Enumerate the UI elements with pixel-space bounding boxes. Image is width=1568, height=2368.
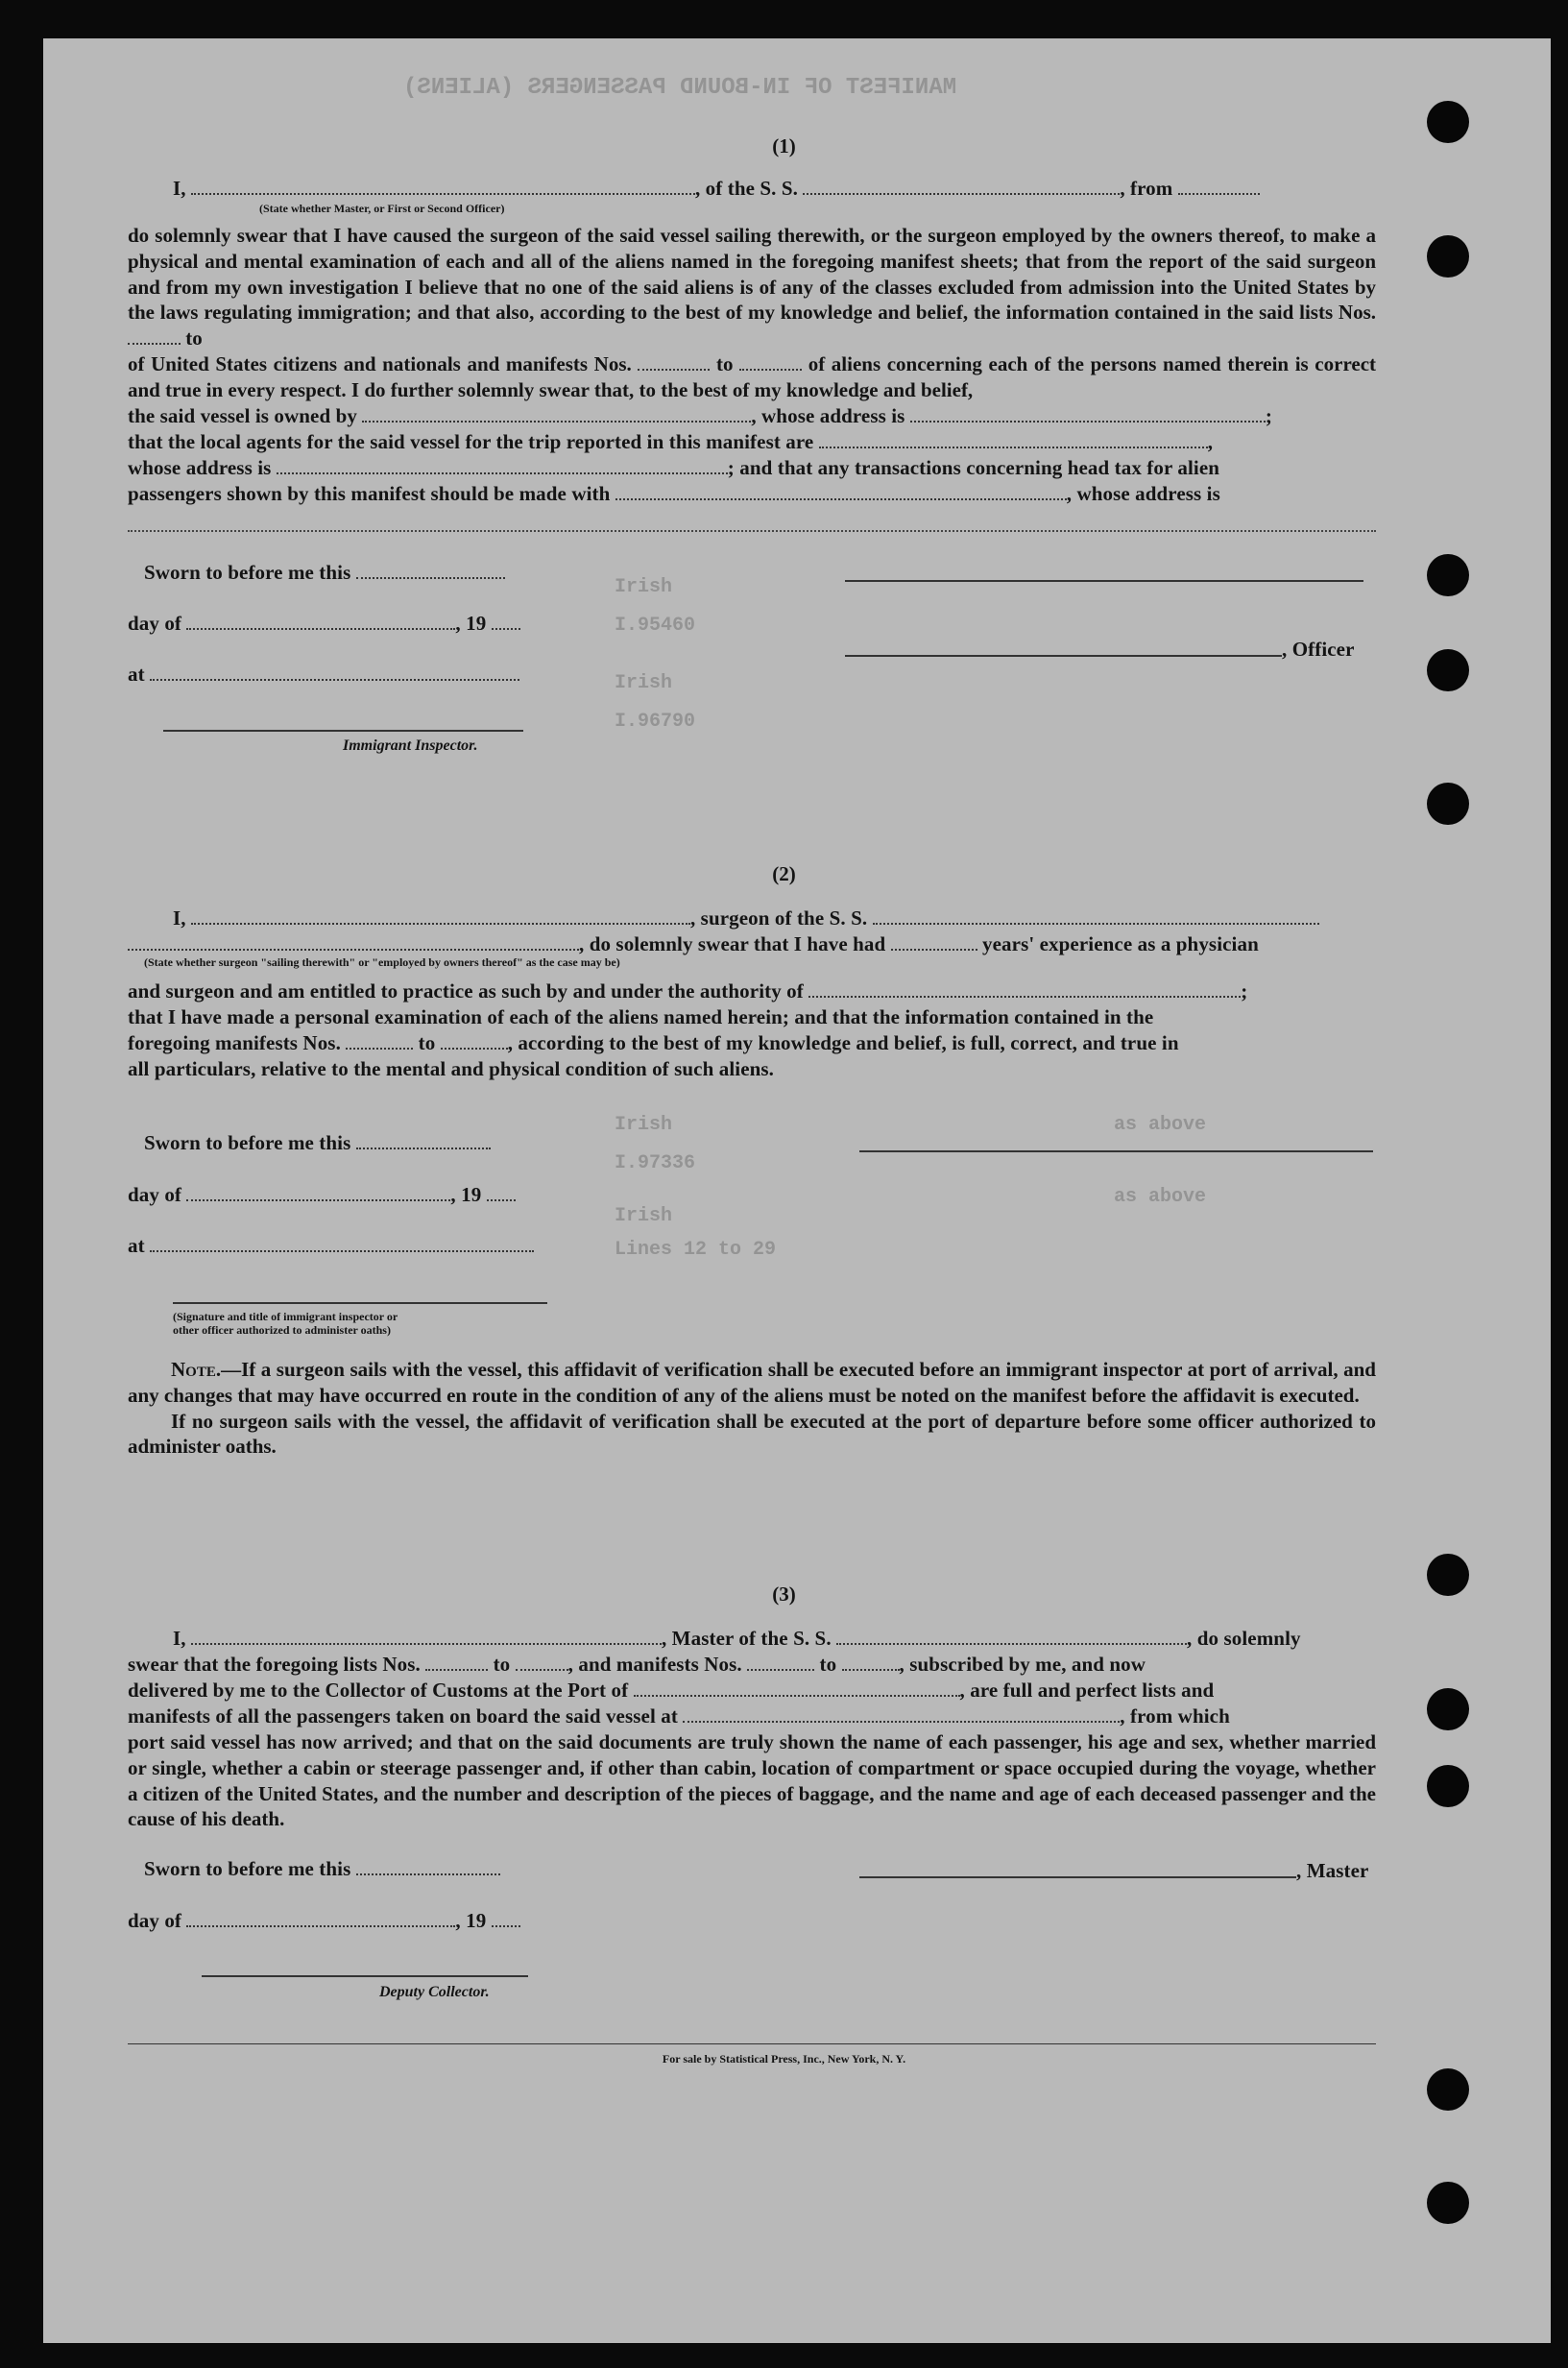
owner-address-field[interactable] xyxy=(910,407,1266,423)
label-owned-by: the said vessel is owned by xyxy=(128,404,357,427)
note-paragraph xyxy=(128,1357,1376,1409)
sworn-day-field[interactable] xyxy=(356,1134,491,1149)
label-whose-address: whose address is xyxy=(128,456,272,479)
bleed-through-text: Irish xyxy=(615,672,673,694)
section-1-paragraph xyxy=(128,223,1376,351)
sworn-line-3 xyxy=(144,1857,500,1881)
label-i: I, xyxy=(173,906,186,930)
label-sworn: Sworn to before me this xyxy=(144,561,351,584)
label-day-of: day of xyxy=(128,1183,182,1206)
label-sworn: Sworn to before me this xyxy=(144,1857,351,1880)
label-master-of: , Master of the S. S. xyxy=(661,1627,832,1650)
label-to: to xyxy=(819,1653,837,1676)
label-of-ss: , of the S. S. xyxy=(694,177,798,200)
bleed-through-text: Irish xyxy=(615,576,673,598)
section-3-paragraph: port said vessel has now arrived; and that on the said documents are truly shown the name of each passenger, his age and sex, whether married or single, whether a cabin or steerage passenger and, if other than cabin, location of compartment or space occupied during the voyage, whether a citizen of the United States, and the number and description of the pieces of baggage, and the name and age of each deceased passenger and the cause of his death. xyxy=(128,1730,1376,1831)
label-swear: , do solemnly swear that I have had xyxy=(579,932,886,955)
departure-port-field[interactable] xyxy=(683,1707,1120,1723)
master-name-field[interactable] xyxy=(191,1630,662,1645)
officer-label: , Officer xyxy=(1282,638,1355,661)
punch-hole xyxy=(1427,1765,1469,1807)
signature-note: other officer authorized to administer oaths) xyxy=(173,1323,391,1337)
note-text: If no surgeon sails with the vessel, the affidavit of verification shall be executed at the port of departure before some officer authorized to administer oaths. xyxy=(128,1409,1376,1459)
label-subscribed: , subscribed by me, and now xyxy=(899,1653,1146,1676)
manifests-to-field[interactable] xyxy=(842,1655,900,1671)
note-paragraph xyxy=(128,1409,1376,1461)
master-vessel-field[interactable] xyxy=(836,1630,1187,1645)
day-of-line-2 xyxy=(128,1183,516,1207)
at-place-field[interactable] xyxy=(150,665,519,681)
label-surgeon-of: , surgeon of the S. S. xyxy=(689,906,868,930)
note-text: —If a surgeon sails with the vessel, this affidavit of verification shall be executed before an immigrant inspector at port of arrival, and any changes that may have occurred en route in the condition of any of the aliens must be noted on the manifest before the affidavit is executed. xyxy=(128,1358,1376,1407)
at-line-2 xyxy=(128,1234,534,1258)
surgeon-name-field[interactable] xyxy=(191,909,690,925)
bleed-through-text: I.96790 xyxy=(615,711,696,733)
year-field[interactable] xyxy=(492,615,520,630)
day-of-field[interactable] xyxy=(186,615,455,630)
punct: ; xyxy=(1265,404,1272,427)
label-delivered: delivered by me to the Collector of Customs at the Port of xyxy=(128,1679,629,1702)
label-to: to xyxy=(185,326,203,350)
owner-field[interactable] xyxy=(362,407,751,423)
bleed-through-text: Irish xyxy=(615,1205,673,1227)
footer-imprint: For sale by Statistical Press, Inc., New York, N. Y. xyxy=(662,2052,906,2066)
label-head-tax: ; and that any transactions concerning head tax for alien xyxy=(727,456,1220,479)
footer-rule xyxy=(128,2043,1376,2044)
foregoing-line xyxy=(128,1031,1179,1055)
surgeon-note: (State whether surgeon "sailing therewith" or "employed by owners thereof" as the case may be) xyxy=(144,955,620,969)
label-whose-address: , whose address is xyxy=(751,404,905,427)
delivered-line xyxy=(128,1679,1214,1703)
foregoing-to-field[interactable] xyxy=(441,1034,508,1050)
section-3-first-line xyxy=(173,1627,1301,1651)
sworn-line-1 xyxy=(144,561,505,585)
examination-line: that I have made a personal examination of each of the aliens named herein; and that the information contained in the xyxy=(128,1005,1154,1028)
sworn-line-2 xyxy=(144,1131,491,1155)
note-block xyxy=(128,1357,1376,1460)
surgeon-signature-line[interactable] xyxy=(859,1150,1373,1152)
manifests-all-line xyxy=(128,1704,1230,1728)
bleed-through-text: as above xyxy=(1114,1186,1207,1208)
master-note: (State whether Master, or First or Second Officer) xyxy=(259,202,505,215)
label-day-of: day of xyxy=(128,1909,182,1932)
lists-from-field[interactable] xyxy=(128,329,181,345)
label-year: , 19 xyxy=(450,1183,482,1206)
label-i: I, xyxy=(173,1627,186,1650)
label-years: years' experience as a physician xyxy=(982,932,1259,955)
label-year: , 19 xyxy=(455,1909,487,1932)
officer-name-field[interactable] xyxy=(191,180,695,195)
deputy-collector-label: Deputy Collector. xyxy=(379,1984,490,2000)
day-of-line-3 xyxy=(128,1909,520,1933)
section-2-second-line xyxy=(128,932,1259,956)
section-3-number: (3) xyxy=(772,1583,796,1606)
section-1-text: of aliens concerning each of the persons named therein is correct and true in every respect. I do further solemnly swear that, to the best of my knowledge and belief, xyxy=(128,351,1377,401)
from-port-field[interactable] xyxy=(1178,180,1260,195)
authority-field[interactable] xyxy=(808,982,1241,998)
label-manifests-all: manifests of all the passengers taken on board the said vessel at xyxy=(128,1704,678,1728)
inspector-signature-line[interactable] xyxy=(173,1302,547,1304)
label-whose-address: , whose address is xyxy=(1066,482,1220,505)
sworn-day-field[interactable] xyxy=(356,1860,500,1875)
label-do-solemnly: , do solemnly xyxy=(1187,1627,1301,1650)
bleed-through-text: Lines 12 to 29 xyxy=(615,1239,777,1261)
surgeon-vessel-field[interactable] xyxy=(873,909,1319,925)
section-2-number: (2) xyxy=(772,862,796,885)
bleed-through-text: Irish xyxy=(615,1114,673,1136)
sworn-day-field[interactable] xyxy=(356,564,505,579)
passengers-line xyxy=(128,482,1220,506)
vessel-name-field[interactable] xyxy=(803,180,1120,195)
local-agents-field[interactable] xyxy=(819,433,1208,448)
label-and-manifests: , and manifests Nos. xyxy=(567,1653,742,1676)
manifests-from-field[interactable] xyxy=(638,355,710,371)
section-1-text: of United States citizens and nationals and manifests Nos. xyxy=(128,351,632,375)
punch-hole xyxy=(1427,649,1469,691)
lists-to-field[interactable] xyxy=(516,1655,568,1671)
label-i: I, xyxy=(173,177,186,200)
label-authority: and surgeon and am entitled to practice as such by and under the authority of xyxy=(128,979,804,1003)
section-3-body xyxy=(128,1729,1376,1832)
manifests-to-field[interactable] xyxy=(739,355,802,371)
label-to: to xyxy=(715,351,734,375)
punch-hole xyxy=(1427,1688,1469,1730)
local-agents-line xyxy=(128,430,1213,454)
master-label: , Master xyxy=(1296,1859,1369,1882)
punch-hole xyxy=(1427,783,1469,825)
at-line-1 xyxy=(128,663,519,687)
label-full-perfect: , are full and perfect lists and xyxy=(959,1679,1215,1702)
punct: , xyxy=(1207,430,1214,453)
agent-address-line xyxy=(128,456,1219,480)
punch-hole xyxy=(1427,2182,1469,2224)
authority-line xyxy=(128,979,1247,1003)
label-from-which: , from which xyxy=(1120,1704,1230,1728)
punct: ; xyxy=(1241,979,1248,1003)
years-field[interactable] xyxy=(891,935,977,951)
manifests-from-field[interactable] xyxy=(747,1655,814,1671)
surgeon-status-field[interactable] xyxy=(128,935,579,951)
signature-note: (Signature and title of immigrant inspector or xyxy=(173,1310,398,1323)
label-day-of: day of xyxy=(128,612,182,635)
label-foregoing: foregoing manifests Nos. xyxy=(128,1031,341,1054)
lists-from-field[interactable] xyxy=(425,1655,488,1671)
label-to: to xyxy=(493,1653,511,1676)
foregoing-from-field[interactable] xyxy=(346,1034,413,1050)
inspector-label: Immigrant Inspector. xyxy=(343,737,478,754)
year-field[interactable] xyxy=(487,1186,516,1201)
section-1-body xyxy=(128,223,1376,403)
officer-signature-line[interactable] xyxy=(845,655,1282,657)
label-year: , 19 xyxy=(455,612,487,635)
deputy-signature-line[interactable] xyxy=(202,1975,528,1977)
label-passengers: passengers shown by this manifest should be made with xyxy=(128,482,611,505)
bleed-through-text: as above xyxy=(1114,1114,1207,1136)
label-at: at xyxy=(128,663,145,686)
label-local-agents: that the local agents for the said vessel for the trip reported in this manifest are xyxy=(128,430,814,453)
master-signature-line[interactable] xyxy=(859,1876,1296,1878)
at-place-field[interactable] xyxy=(150,1237,534,1252)
bleed-through-text: I.97336 xyxy=(615,1152,696,1174)
section-1-number: (1) xyxy=(772,134,796,157)
note-label: Note. xyxy=(171,1358,222,1381)
label-to: to xyxy=(418,1031,436,1054)
punch-hole xyxy=(1427,2068,1469,2111)
punch-hole xyxy=(1427,235,1469,278)
signature-line[interactable] xyxy=(845,580,1363,582)
label-from: , from xyxy=(1120,177,1173,200)
section-1-paragraph xyxy=(128,351,1376,403)
bleed-through-header: MANIFEST OF IN-BOUND PASSENGERS (ALIENS) xyxy=(403,75,957,101)
port-field[interactable] xyxy=(634,1681,960,1697)
punch-hole xyxy=(1427,554,1469,596)
head-tax-agent-field[interactable] xyxy=(615,485,1067,500)
address-line[interactable] xyxy=(128,530,1376,532)
label-swear-lists: swear that the foregoing lists Nos. xyxy=(128,1653,421,1676)
day-of-field[interactable] xyxy=(186,1912,455,1927)
section-2-first-line xyxy=(173,906,1319,930)
particulars-line: all particulars, relative to the mental and physical condition of such aliens. xyxy=(128,1057,775,1080)
lists-line xyxy=(128,1653,1146,1677)
section-1-first-line xyxy=(173,177,1260,201)
bleed-through-text: I.95460 xyxy=(615,615,696,637)
label-according: , according to the best of my knowledge and belief, is full, correct, and true in xyxy=(507,1031,1179,1054)
agent-address-field[interactable] xyxy=(277,459,728,474)
day-of-field[interactable] xyxy=(186,1186,450,1201)
year-field[interactable] xyxy=(492,1912,520,1927)
inspector-signature-line[interactable] xyxy=(163,730,523,732)
section-1-text: do solemnly swear that I have caused the surgeon of the said vessel sailing therewith, or the surgeon employed by the owners thereof, to make a physical and mental examination of each and all of the aliens named in the foregoing manifest sheets; that from the report of the said surgeon and from my own investigation I believe that no one of the said aliens is of any of the classes excluded from admission into the United States by the laws regulating immigration; and that also, according to the best of my knowledge and belief, the information contained in the said lists Nos. xyxy=(128,224,1376,325)
day-of-line-1 xyxy=(128,612,520,636)
label-sworn: Sworn to before me this xyxy=(144,1131,351,1154)
label-at: at xyxy=(128,1234,145,1257)
owned-by-line xyxy=(128,404,1272,428)
